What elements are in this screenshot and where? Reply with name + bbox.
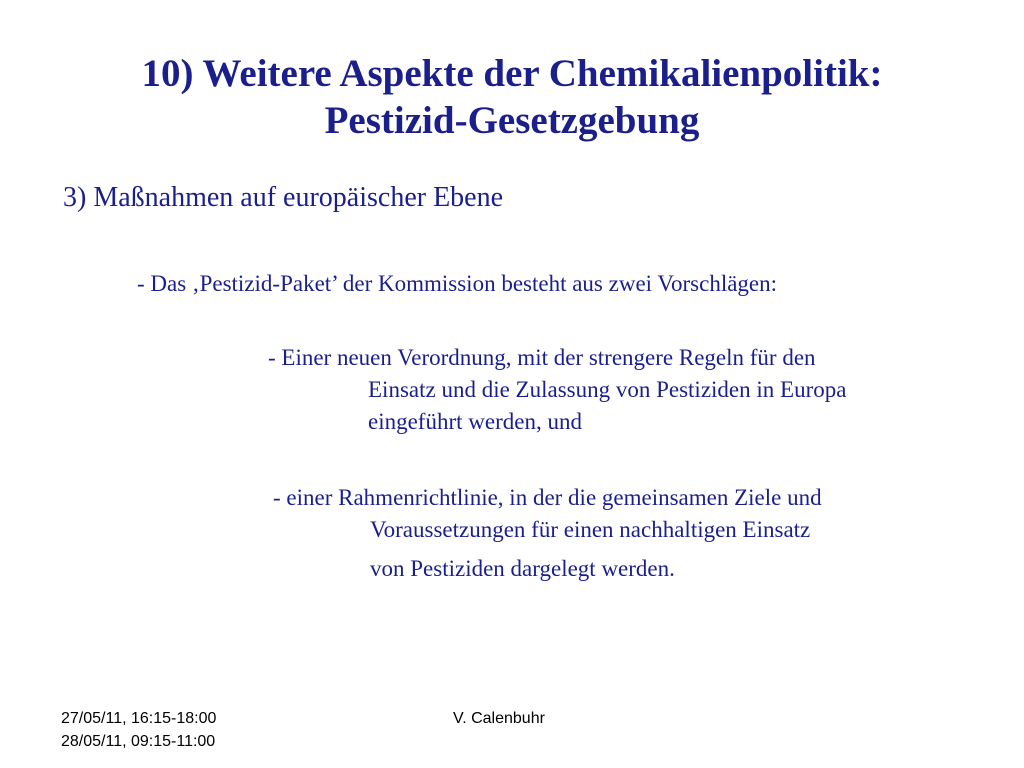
section-heading: 3) Maßnahmen auf europäischer Ebene: [63, 182, 504, 213]
footer-date-line-2: 28/05/11, 09:15-11:00: [61, 733, 216, 750]
footer-author: V. Calenbuhr: [453, 710, 545, 727]
slide-title: [40, 50, 984, 144]
footer-date: [61, 707, 216, 753]
footer-date-line-1: 27/05/11, 16:15-18:00: [61, 710, 217, 727]
sub-bullet-framework-directive: [273, 482, 822, 585]
bullet-item: - Das ‚Pestizid-Paket’ der Kommission besteht aus zwei Vorschlägen:: [137, 271, 778, 296]
slide-title-line-2: Pestizid-Gesetzgebung: [324, 99, 700, 142]
sub-bullet-regulation: [268, 342, 846, 438]
sub-bullet-line: Einsatz und die Zulassung von Pestiziden in Europa: [368, 377, 847, 402]
sub-bullet-line: eingeführt werden, und: [368, 409, 582, 434]
sub-bullet-line: Voraussetzungen für einen nachhaltigen Einsatz: [370, 517, 811, 542]
sub-bullet-line: - Einer neuen Verordnung, mit der strengere Regeln für den: [268, 345, 816, 370]
slide-title-line-1: 10) Weitere Aspekte der Chemikalienpolitik:: [141, 52, 883, 95]
sub-bullet-line: von Pestiziden dargelegt werden.: [370, 556, 675, 581]
sub-bullet-line: - einer Rahmenrichtlinie, in der die gemeinsamen Ziele und: [273, 485, 822, 510]
